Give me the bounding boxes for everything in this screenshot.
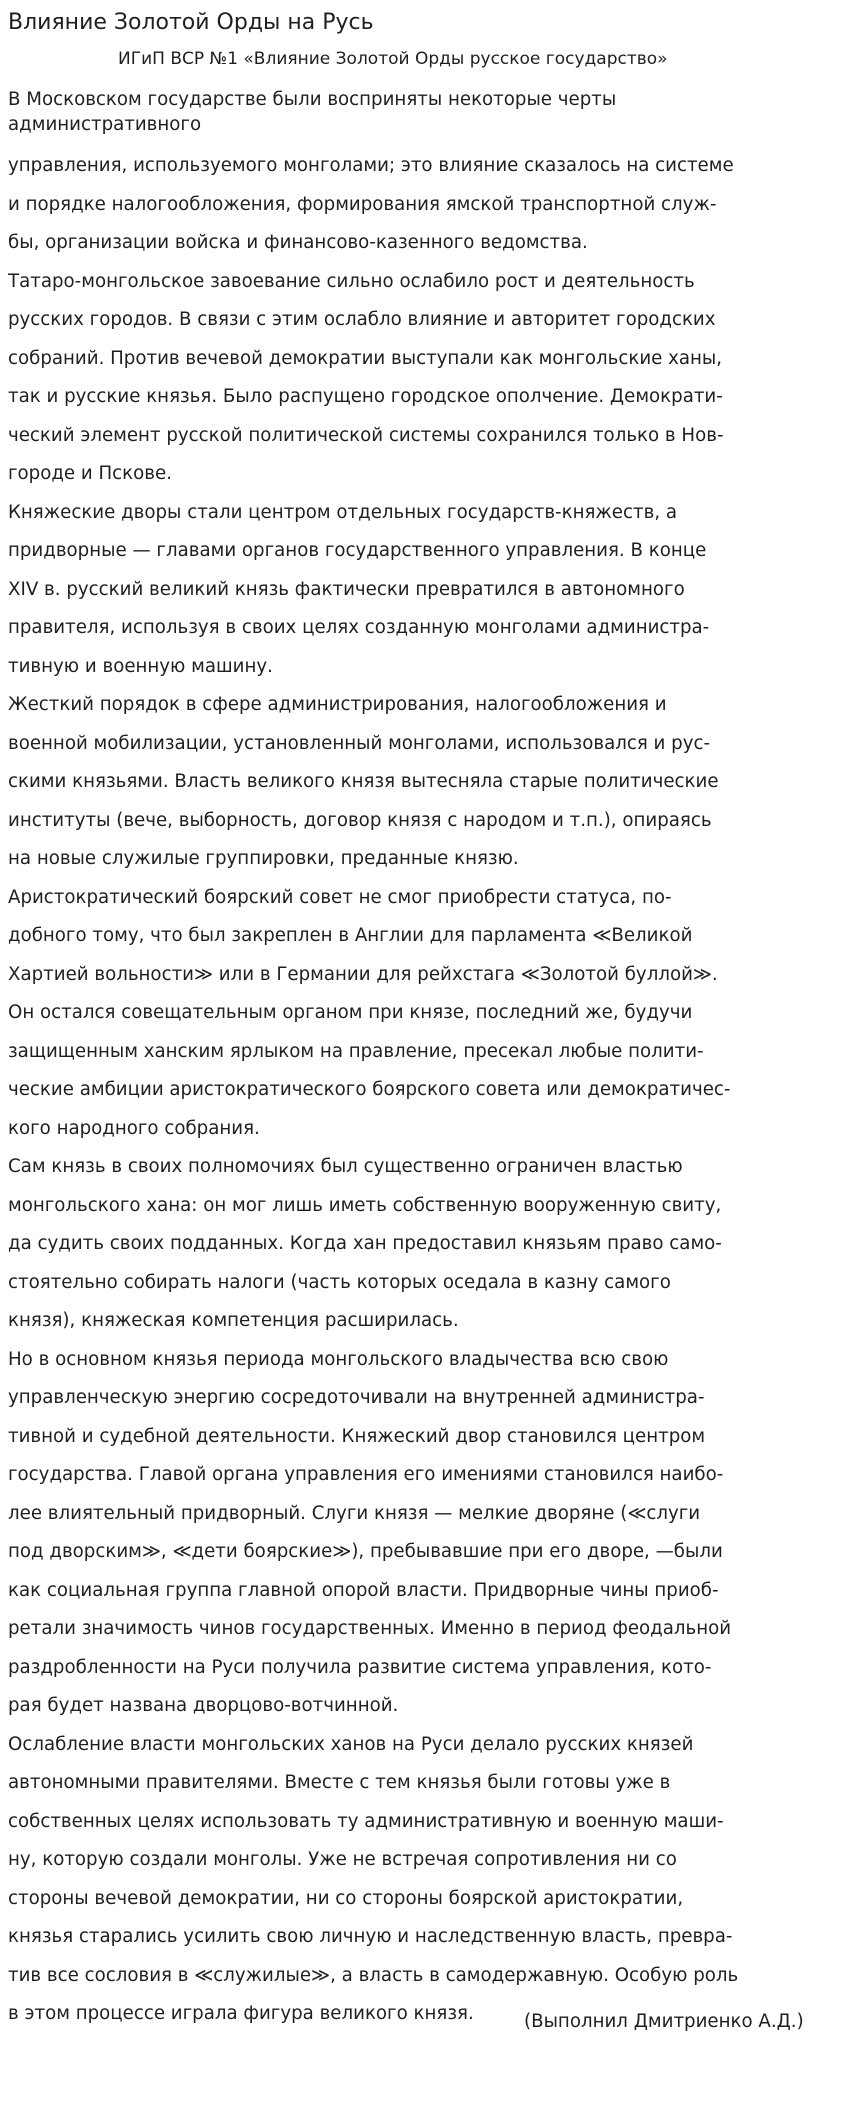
text-line: стоятельно собирать налоги (часть которых оседала в казну самого [8,1271,671,1293]
text-line: стороны вечевой демократии, ни со стороны боярской аристократии, [8,1887,684,1909]
text-line: собраний. Против вечевой демократии выступали как монгольские ханы, [8,347,723,369]
text-line: раздробленности на Руси получила развитие система управления, кото- [8,1656,712,1678]
text-line: русских городов. В связи с этим ослабло влияние и авторитет городских [8,309,716,330]
text-line: Он остался совещательным органом при князе, последний же, будучи [8,1002,693,1023]
text-line: Сам князь в своих полномочиях был существенно ограничен властью [8,1156,683,1177]
text-line: князя), княжеская компетенция расширилась. [8,1310,459,1331]
text-line: Но в основном князья периода монгольского владычества всю свою [8,1348,669,1370]
text-line: так и русские князья. Было распущено городское ополчение. Демократи- [8,386,723,407]
text-line: автономными правителями. Вместе с тем князья были готовы уже в [8,1772,671,1793]
text-line: защищенным ханским ярлыком на правление, пресекал любые полити- [8,1040,704,1062]
text-line: бы, организации войска и финансово-казенного ведомства. [8,232,588,253]
text-line: Татаро-монгольское завоевание сильно ослабило рост и деятельность [8,270,695,292]
text-line: добного тому, что был закреплен в Англии для парламента ≪Великой [8,925,693,946]
text-line: институты (вече, выборность, договор князя с народом и т.п.), опираясь [8,809,712,831]
text-line: Жесткий порядок в сфере администрирования, налогообложения и [8,694,667,715]
text-line: городе и Пскове. [8,463,172,484]
text-line: административного [8,114,202,135]
text-line: тивной и судебной деятельности. Княжеский двор становился центром [8,1425,706,1447]
page-title: Влияние Золотой Орды на Русь [8,10,374,35]
text-line: государства. Главой органа управления его имениями становился наибо- [8,1464,724,1485]
text-line: ческий элемент русской политической системы сохранился только в Нов- [8,424,724,446]
text-line: да судить своих подданных. Когда хан предоставил князьям право само- [8,1233,722,1254]
text-line: лее влиятельный придворный. Слуги князя — мелкие дворяне (≪слуги [8,1502,701,1524]
author-signature: (Выполнил Дмитриенко А.Д.) [524,2011,804,2032]
text-line: на новые служилые группировки, преданные князю. [8,848,519,869]
text-line: и порядке налогообложения, формирования ямской транспортной служ- [8,193,717,215]
page-subtitle: ИГиП ВСР №1 «Влияние Золотой Орды русское государство» [118,49,668,69]
text-line: военной мобилизации, установленный монголами, использовался и рус- [8,732,711,754]
text-line: тивную и военную машину. [8,655,273,677]
text-line: рая будет названа дворцово-вотчинной. [8,1695,399,1716]
text-line: собственных целях использовать ту административную и военную маши- [8,1810,724,1832]
text-line: кого народного собрания. [8,1117,260,1139]
text-line: в этом процессе играла фигура великого князя. [8,2003,474,2024]
text-line: ческие амбиции аристократического боярского совета или демократичес- [8,1079,731,1100]
text-line: придворные — главами органов государственного управления. В конце [8,540,707,561]
text-line: скими князьями. Власть великого князя вытесняла старые политические [8,771,719,792]
text-line: Хартией вольности≫ или в Германии для рейхстага ≪Золотой буллой≫. [8,963,718,985]
text-line: князья старались усилить свою личную и наследственную власть, превра- [8,1926,733,1947]
text-line: XIV в. русский великий князь фактически превратился в автономного [8,578,685,600]
text-line: ну, которую создали монголы. Уже не встречая сопротивления ни со [8,1849,677,1870]
text-line: как социальная группа главной опорой власти. Придворные чины приоб- [8,1579,719,1601]
text-line: монгольского хана: он мог лишь иметь собственную вооруженную свиту, [8,1194,722,1216]
text-line: тив все сословия в ≪служилые≫, а власть в самодержавную. Особую роль [8,1964,739,1986]
text-line: управления, используемого монголами; это влияние сказалось на системе [8,155,734,176]
text-line: В Московском государстве были восприняты некоторые черты [8,89,617,110]
text-line: Княжеские дворы стали центром отдельных государств-княжеств, а [8,501,678,523]
text-line: Ослабление власти монгольских ханов на Руси делало русских князей [8,1733,694,1755]
text-line: правителя, используя в своих целях созданную монголами администра- [8,617,710,638]
text-line: Аристократический боярский совет не смог приобрести статуса, по- [8,886,672,908]
text-line: под дворским≫, ≪дети боярские≫), пребывавшие при его дворе, —были [8,1541,723,1562]
text-line: управленческую энергию сосредоточивали на внутренней администра- [8,1387,705,1408]
text-line: ретали значимость чинов государственных. Именно в период феодальной [8,1618,732,1639]
